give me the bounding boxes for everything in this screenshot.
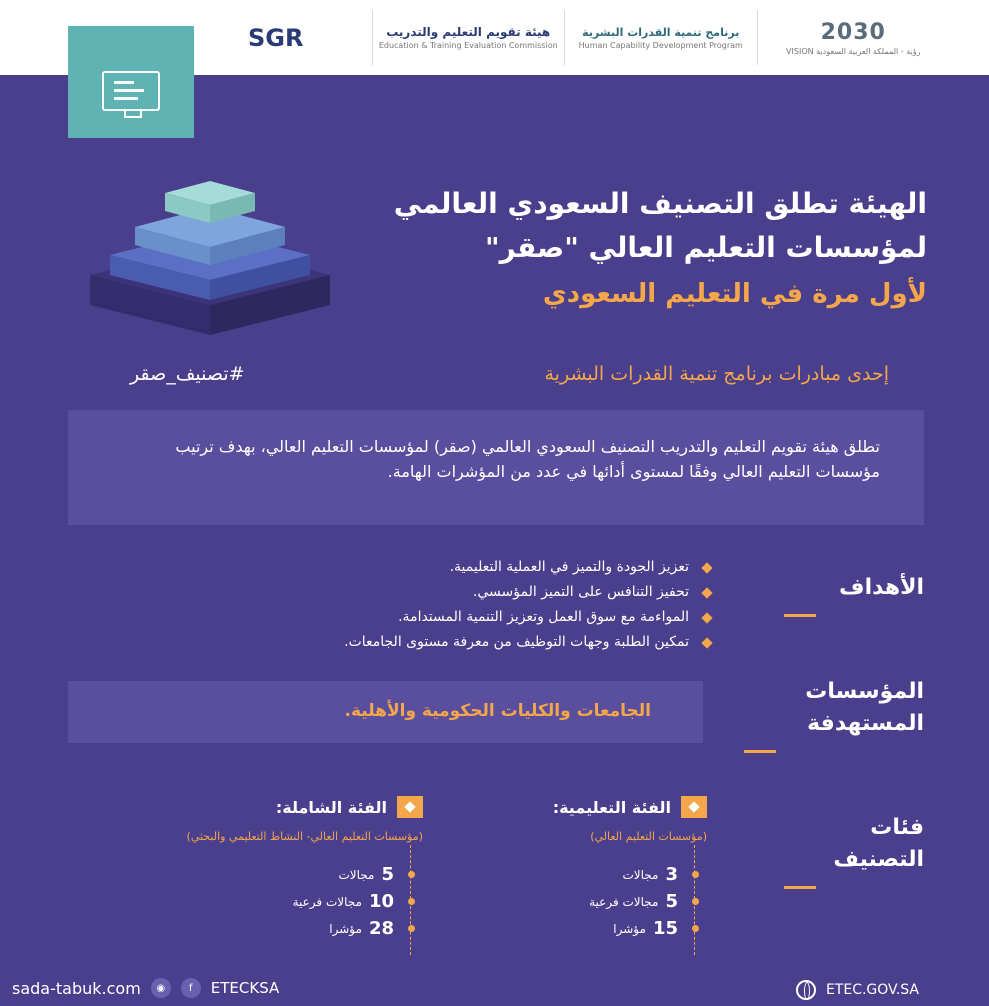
list-item (487, 915, 707, 942)
diamond-bullet-icon (701, 587, 712, 598)
list-item (291, 630, 711, 655)
hcdp-logo-sub: Human Capability Development Program (578, 40, 743, 50)
watermark: sada-tabuk.com (12, 978, 141, 998)
list-item (487, 888, 707, 915)
social-media-icon[interactable]: ◉ (151, 978, 171, 998)
institutions-title-underline (744, 750, 776, 753)
list-item (291, 580, 711, 605)
goal-text: المواءمة مع سوق العمل وتعزيز التنمية المستدامة. (398, 609, 689, 625)
categories-title (784, 812, 924, 889)
institutions-box (68, 681, 703, 743)
website-link[interactable]: ETEC.GOV.SA (825, 982, 919, 998)
institutions-title-line-1: المؤسسات (805, 679, 924, 704)
footer-right (796, 980, 919, 1000)
vision-2030-logo-text: 2030 (820, 19, 886, 45)
sgr-logo-text: SGR (248, 23, 304, 52)
globe-icon (796, 980, 816, 1000)
stat-label: مجالات فرعية (589, 894, 659, 909)
stat-label: مجالات (338, 867, 375, 882)
stat-number: 10 (368, 891, 394, 912)
category-name: الفئة التعليمية: (552, 797, 671, 817)
list-item (83, 861, 423, 888)
headline-line-1: الهيئة تطلق التصنيف السعودي العالمي (393, 187, 927, 220)
diamond-bullet-icon (701, 612, 712, 623)
footer-left (12, 978, 279, 998)
categories-title-underline (784, 886, 816, 889)
stat-number: 5 (381, 864, 394, 885)
stat-label: مؤشرا (613, 921, 646, 936)
social-handle[interactable]: ETECKSA (210, 979, 280, 997)
stat-number: 3 (665, 864, 678, 885)
goal-text: تمكين الطلبة وجهات التوظيف من معرفة مستوى الجامعات. (344, 634, 689, 650)
category-subtitle: (مؤسسات التعليم العالي) (590, 830, 707, 843)
goals-title (784, 572, 924, 617)
monitor-icon-block (68, 26, 194, 138)
categories-title-line-2: التصنيف (833, 847, 924, 872)
diamond-bullet-icon (701, 562, 712, 573)
goal-text: تعزيز الجودة والتميز في العملية التعليمية. (449, 559, 689, 575)
hashtag: #تصنيف_صقر (130, 363, 245, 385)
stat-number: 28 (368, 918, 394, 939)
goals-title-text: الأهداف (839, 575, 924, 600)
goals-title-underline (784, 614, 816, 617)
category-subtitle: (مؤسسات التعليم العالي- النشاط التعليمي والبحثي) (186, 830, 423, 843)
list-item (487, 861, 707, 888)
list-item (291, 555, 711, 580)
sgr-logo (180, 10, 372, 65)
stat-number: 5 (665, 891, 678, 912)
institutions-title (744, 676, 924, 753)
stat-label: مجالات (622, 867, 659, 882)
categories-title-line-1: فئات (870, 815, 924, 840)
hcdp-logo-text: برنامج تنمية القدرات البشرية (582, 25, 740, 39)
list-item (83, 915, 423, 942)
stat-label: مؤشرا (329, 921, 362, 936)
list-item (83, 888, 423, 915)
stat-label: مجالات فرعية (292, 894, 362, 909)
diamond-bullet-icon (701, 637, 712, 648)
monitor-icon (102, 71, 160, 111)
dashed-connector (694, 845, 695, 955)
category-name: الفئة الشاملة: (275, 797, 387, 817)
vision-2030-logo-sub: VISION رؤية - المملكة العربية السعودية (786, 46, 921, 56)
initiative-text: إحدى مبادرات برنامج تنمية القدرات البشرية (544, 363, 889, 385)
dashed-connector (410, 845, 411, 955)
etec-logo-text: هيئة تقويم التعليم والتدريب (386, 25, 551, 39)
comprehensive-category (83, 796, 423, 942)
stat-number: 15 (652, 918, 678, 939)
headline (387, 182, 927, 318)
goals-list (291, 555, 711, 655)
headline-line-2: لمؤسسات التعليم العالي "صقر" (485, 231, 927, 264)
goal-text: تحفيز التنافس على التميز المؤسسي. (472, 584, 689, 600)
social-media-icon[interactable]: f (181, 978, 201, 998)
etec-logo (372, 10, 565, 65)
layered-pyramid-illustration (80, 165, 340, 345)
hcdp-logo (564, 10, 757, 65)
intro-text: تطلق هيئة تقويم التعليم والتدريب التصنيف السعودي العالمي (صقر) لمؤسسات التعليم العالي، بهدف ترتيب مؤسسات التعليم العالي وفقًا لمستوى أدائها في عدد من المؤشرات الهامة. (175, 437, 880, 481)
category-icon (681, 796, 707, 818)
list-item (291, 605, 711, 630)
headline-line-3: لأول مرة في التعليم السعودي (542, 279, 927, 309)
vision-2030-logo (757, 10, 950, 65)
etec-logo-sub: Education & Training Evaluation Commission (378, 41, 558, 50)
category-icon (397, 796, 423, 818)
intro-box (68, 410, 924, 525)
institutions-text: الجامعات والكليات الحكومية والأهلية. (344, 701, 651, 721)
educational-category (487, 796, 707, 942)
institutions-title-line-2: المستهدفة (807, 711, 924, 736)
